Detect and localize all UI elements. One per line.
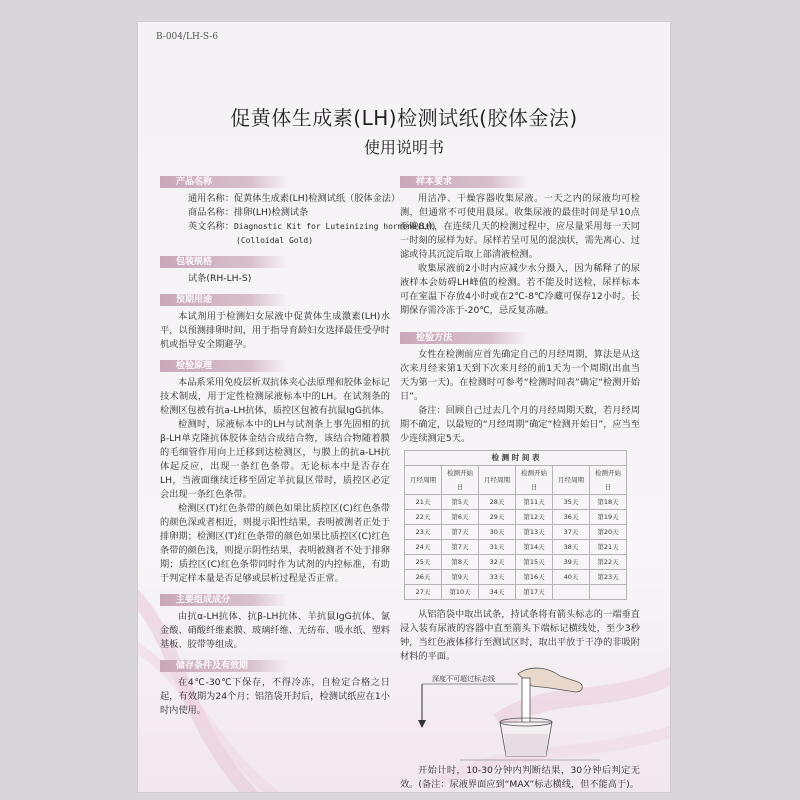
table-header: 月经周期 — [405, 466, 442, 495]
english-name-value-1: Diagnostic Kit for Luteinizing hormone(LH) — [233, 222, 437, 231]
table-cell: 第19天 — [590, 510, 627, 525]
table-cell: 第8天 — [442, 555, 479, 570]
table-header: 月经周期 — [553, 466, 590, 495]
table-cell: 第7天 — [442, 525, 479, 540]
method-p1: 女性在检测前应首先确定自己的月经周期，算法是从这次来月经来第1天到下次来月经的前1天为一个周期(出血当天为第一天)。在检测时可参考“检测时间表”确定“检测开始日”。 — [400, 349, 640, 402]
diagram-label: 深度不可超过标志线 — [432, 675, 495, 683]
document-subtitle: 使用说明书 — [363, 138, 444, 157]
english-name-label: 英文名称： — [188, 221, 234, 232]
table-cell: 第17天 — [516, 585, 553, 600]
heading-packaging: 包装规格 — [160, 256, 288, 268]
english-name-value-2: (Colloidal Gold) — [236, 236, 314, 245]
sample-p2: 收集尿液前2小时内应减少水分摄入，因为稀释了的尿液样本会妨碍LH峰值的检测。若不能及时送检，尿样标本可在室温下存放4小时或在2℃-8℃冷藏可保存12小时。长期保存需冷冻于-20℃，忌反复冻融。 — [400, 263, 640, 316]
table-cell: 第10天 — [442, 585, 479, 600]
test-schedule-table — [404, 450, 627, 600]
table-cell: 24天 — [405, 540, 442, 555]
table-cell: 31天 — [479, 540, 516, 555]
principle-p3: 检测区(T)红色条带的颜色如果比质控区(C)红色条带的颜色深或者相近，则提示阳性结果，表明被测者正处于排卵期；检测区(T)红色条带的颜色如果比质控区(C)红色条带的颜色浅，则提示阴性结果，表明被测者不处于排卵期；质控区(C)红色条带同时作为试剂的内控标准，有助于判定样本量是否足够或层析过程是否正常。 — [160, 503, 390, 584]
table-cell: 27天 — [405, 585, 442, 600]
table-row — [405, 585, 627, 600]
table-header: 月经周期 — [479, 466, 516, 495]
table-cell: 第21天 — [590, 540, 627, 555]
table-cell: 21天 — [405, 495, 442, 510]
right-column — [400, 172, 640, 792]
heading-components: 主要组成成分 — [160, 594, 288, 606]
generic-name: 通用名称：促黄体生成素(LH)检测试纸（胶体金法） — [188, 193, 401, 204]
table-cell: 第22天 — [590, 555, 627, 570]
table-cell: 第18天 — [590, 495, 627, 510]
method-p3: 从铝箔袋中取出试条，持试条将有箭头标志的一端垂直浸入装有尿液的容器中直至箭头下端标记横线处，至少3秒钟，当红色液体移行至测试区时，取出平放于干净的非吸附材料的平面。 — [400, 609, 640, 662]
table-body — [405, 495, 627, 600]
table-header: 检测开始日 — [442, 466, 479, 495]
table-cell: 35天 — [553, 495, 590, 510]
table-cell: 28天 — [479, 495, 516, 510]
table-row — [405, 495, 627, 510]
heading-sample: 样本要求 — [400, 176, 528, 188]
table-cell — [590, 585, 627, 600]
table-cell: 32天 — [479, 555, 516, 570]
table-cell: 40天 — [553, 570, 590, 585]
table-row — [405, 525, 627, 540]
trade-name: 商品名称：排卵(LH)检测试条 — [188, 207, 309, 218]
table-cell: 第5天 — [442, 495, 479, 510]
table-cell: 第20天 — [590, 525, 627, 540]
table-cell: 23天 — [405, 525, 442, 540]
table-cell: 30天 — [479, 525, 516, 540]
table-cell: 22天 — [405, 510, 442, 525]
sample-p1: 用洁净、干燥容器收集尿液。一天之内的尿液均可检测，但通常不可使用晨尿。收集尿液的最佳时间是早10点至晚8点，在连续几天的检测过程中，应尽量采用每一天同一时刻的尿样为好。尿样若呈可见的混浊状，需先离心、过滤或待其沉淀后取上部清液检测。 — [400, 193, 640, 260]
document-title: 促黄体生成素(LH)检测试纸(胶体金法) — [230, 106, 578, 130]
table-cell: 第9天 — [442, 570, 479, 585]
table-cell: 第16天 — [516, 570, 553, 585]
table-cell: 36天 — [553, 510, 590, 525]
table-cell: 39天 — [553, 555, 590, 570]
table-cell: 第23天 — [590, 570, 627, 585]
principle-p1: 本品系采用免疫层析双抗体夹心法原理和胶体金标记技术制成，用于定性检测尿液标本中的LH。在试剂条的检测区包被有抗a-LH抗体，质控区包被有抗鼠IgG抗体。 — [160, 377, 390, 416]
table-cell: 26天 — [405, 570, 442, 585]
table-row — [405, 570, 627, 585]
table-header: 检测开始日 — [516, 466, 553, 495]
table-row — [405, 510, 627, 525]
method-p4: 开始计时，10-30分钟内判断结果，30分钟后判定无效。(备注：尿液界面应到“MAX”标志横线，但不能高于)。 — [400, 765, 640, 790]
table-cell — [553, 585, 590, 600]
heading-storage: 储存条件及有效期 — [160, 660, 288, 672]
heading-intended-use: 预期用途 — [160, 294, 288, 306]
table-cell: 第6天 — [442, 510, 479, 525]
table-cell: 33天 — [479, 570, 516, 585]
heading-principle: 检验原理 — [160, 360, 288, 372]
table-row — [405, 555, 627, 570]
urine-fill — [504, 734, 548, 756]
table-cell: 第12天 — [516, 510, 553, 525]
method-p2: 备注：回顾自己过去几个月的月经周期天数，若月经周期不确定，以最短的“月经周期”确定“检测开始日”，应当至少连续测定5天。 — [400, 405, 640, 444]
table-cell: 第7天 — [442, 540, 479, 555]
heading-product-name: 产品名称 — [160, 176, 288, 188]
dip-diagram — [400, 664, 640, 764]
table-cell: 38天 — [553, 540, 590, 555]
table-cell: 第15天 — [516, 555, 553, 570]
heading-method: 检验方法 — [400, 332, 528, 344]
table-cell: 25天 — [405, 555, 442, 570]
packaging-value: 试条(RH-LH-S) — [188, 273, 252, 284]
instruction-sheet — [138, 22, 670, 792]
intended-use-text: 本试剂用于检测妇女尿液中促黄体生成激素(LH)水平，以预测排卵时间，用于指导育龄妇女选择最佳受孕时机或指导安全期避孕。 — [160, 311, 390, 350]
depth-arrow-head — [418, 720, 426, 728]
table-header: 检测开始日 — [590, 466, 627, 495]
table-header-row — [405, 466, 627, 495]
table-cell: 第14天 — [516, 540, 553, 555]
table-cell: 第13天 — [516, 525, 553, 540]
components-text: 由抗α-LH抗体、抗β-LH抗体、羊抗鼠IgG抗体、氯金酸、硝酸纤维素膜、玻璃纤维、无纺布、吸水纸、塑料基板、胶带等组成。 — [160, 611, 390, 650]
table-row — [405, 540, 627, 555]
table-cell: 29天 — [479, 510, 516, 525]
table-cell: 34天 — [479, 585, 516, 600]
table-cell: 37天 — [553, 525, 590, 540]
english-name — [160, 220, 437, 234]
principle-p2: 检测时，尿液标本中的LH与试剂条上事先固相的抗β-LH单克隆抗体胶体金结合成结合物，该结合物随着膜的毛细管作用向上迁移到达检测区，与膜上的抗a-LH抗体起反应，出现一条红色条带。无论标本中是否存在LH，当液面继续迁移至固定羊抗鼠区带时，质控区必定会出现一条红色条带。 — [160, 419, 390, 500]
table-caption: 检 测 时 间 表 — [405, 451, 627, 466]
document-code: B-004/LH-S-6 — [156, 32, 219, 42]
dip-illustration — [400, 664, 640, 764]
table-cell: 第11天 — [516, 495, 553, 510]
storage-text: 在4℃-30℃下保存，不得冷冻，自检定合格之日起，有效期为24个月；铝箔袋开封后，检测试纸应在1小时内使用。 — [160, 677, 390, 716]
